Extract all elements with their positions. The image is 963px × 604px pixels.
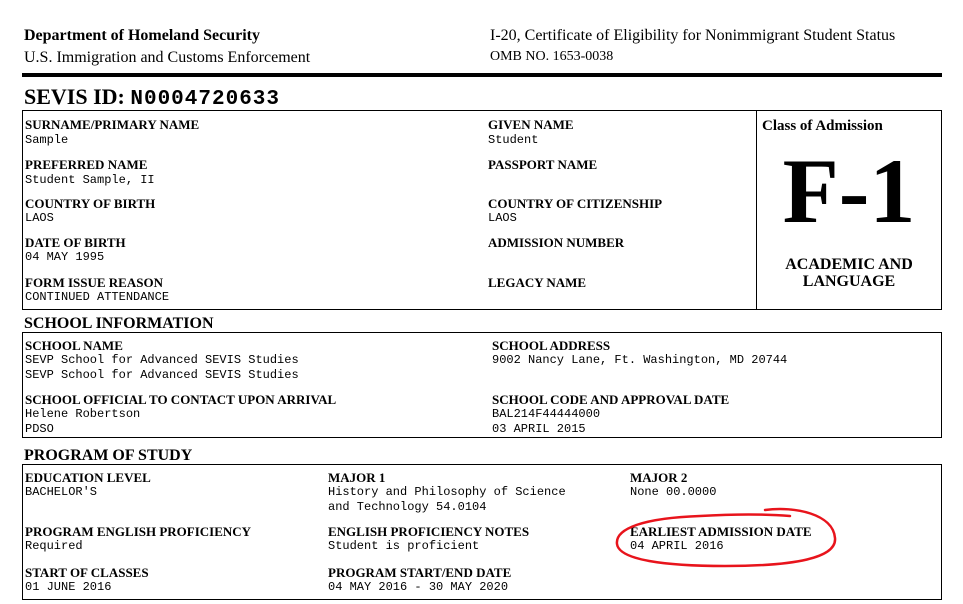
school-name-line2: SEVP School for Advanced SEVIS Studies xyxy=(25,368,299,382)
country-of-birth-label: COUNTRY OF BIRTH xyxy=(25,196,156,211)
school-info-box xyxy=(22,332,942,438)
program-section-title: PROGRAM OF STUDY xyxy=(24,447,193,464)
date-of-birth-value: 04 MAY 1995 xyxy=(25,250,105,264)
form-issue-reason-value: CONTINUED ATTENDANCE xyxy=(25,290,170,304)
education-level-label: EDUCATION LEVEL xyxy=(25,470,151,485)
english-proficiency-value: Required xyxy=(25,539,83,553)
class-of-admission-code: F-1 xyxy=(782,140,916,242)
school-name-label: SCHOOL NAME xyxy=(25,338,123,353)
agency-name: Department of Homeland Security xyxy=(24,27,260,44)
school-official-title: PDSO xyxy=(25,422,54,436)
school-section-title: SCHOOL INFORMATION xyxy=(24,315,214,332)
english-notes-label: ENGLISH PROFICIENCY NOTES xyxy=(328,524,530,539)
program-dates-label: PROGRAM START/END DATE xyxy=(328,565,512,580)
sub-agency-name: U.S. Immigration and Customs Enforcement xyxy=(24,49,311,66)
education-level-value: BACHELOR'S xyxy=(25,485,98,499)
class-of-admission-desc-line1: ACADEMIC AND xyxy=(785,256,913,273)
passport-name-label: PASSPORT NAME xyxy=(488,157,598,172)
sevis-id-value: N0004720633 xyxy=(130,88,280,111)
school-official-name: Helene Robertson xyxy=(25,407,141,421)
surname-value: Sample xyxy=(25,133,69,147)
major1-line2: and Technology 54.0104 xyxy=(328,500,487,514)
school-name-line1: SEVP School for Advanced SEVIS Studies xyxy=(25,353,299,367)
program-dates-value: 04 MAY 2016 - 30 MAY 2020 xyxy=(328,580,509,594)
preferred-name-value: Student Sample, II xyxy=(25,173,155,187)
preferred-name-label: PREFERRED NAME xyxy=(25,157,148,172)
start-of-classes-label: START OF CLASSES xyxy=(25,565,149,580)
school-code-label: SCHOOL CODE AND APPROVAL DATE xyxy=(492,392,730,407)
citizenship-label: COUNTRY OF CITIZENSHIP xyxy=(488,196,663,211)
given-name-value: Student xyxy=(488,133,539,147)
major1-label: MAJOR 1 xyxy=(328,470,386,485)
legacy-name-label: LEGACY NAME xyxy=(488,275,587,290)
red-circle-annotation xyxy=(605,500,845,575)
citizenship-value: LAOS xyxy=(488,211,517,225)
major1-line1: History and Philosophy of Science xyxy=(328,485,566,499)
header-rule xyxy=(22,73,942,77)
english-notes-value: Student is proficient xyxy=(328,539,480,553)
form-title: I-20, Certificate of Eligibility for Nonimmigrant Student Status xyxy=(490,27,896,44)
country-of-birth-value: LAOS xyxy=(25,211,54,225)
school-address-label: SCHOOL ADDRESS xyxy=(492,338,611,353)
class-of-admission-desc-line2: LANGUAGE xyxy=(802,273,896,290)
date-of-birth-label: DATE OF BIRTH xyxy=(25,235,126,250)
school-address-value: 9002 Nancy Lane, Ft. Washington, MD 20744 xyxy=(492,353,788,367)
english-proficiency-label: PROGRAM ENGLISH PROFICIENCY xyxy=(25,524,252,539)
start-of-classes-value: 01 JUNE 2016 xyxy=(25,580,112,594)
major2-value: None 00.0000 xyxy=(630,485,717,499)
school-code-value: BAL214F44444000 xyxy=(492,407,601,421)
red-circle-stroke xyxy=(617,509,835,566)
sevis-id-row xyxy=(24,84,280,111)
surname-label: SURNAME/PRIMARY NAME xyxy=(25,117,200,132)
class-of-admission-title: Class of Admission xyxy=(762,118,883,134)
admission-number-label: ADMISSION NUMBER xyxy=(488,235,625,250)
earliest-admission-value: 04 APRIL 2016 xyxy=(630,539,724,553)
omb-number: OMB NO. 1653-0038 xyxy=(490,49,614,64)
school-approval-date: 03 APRIL 2015 xyxy=(492,422,586,436)
school-official-label: SCHOOL OFFICIAL TO CONTACT UPON ARRIVAL xyxy=(25,392,337,407)
sevis-id-label: SEVIS ID: xyxy=(24,84,125,109)
earliest-admission-label: EARLIEST ADMISSION DATE xyxy=(630,524,812,539)
form-issue-reason-label: FORM ISSUE REASON xyxy=(25,275,163,290)
major2-label: MAJOR 2 xyxy=(630,470,688,485)
given-name-label: GIVEN NAME xyxy=(488,117,574,132)
